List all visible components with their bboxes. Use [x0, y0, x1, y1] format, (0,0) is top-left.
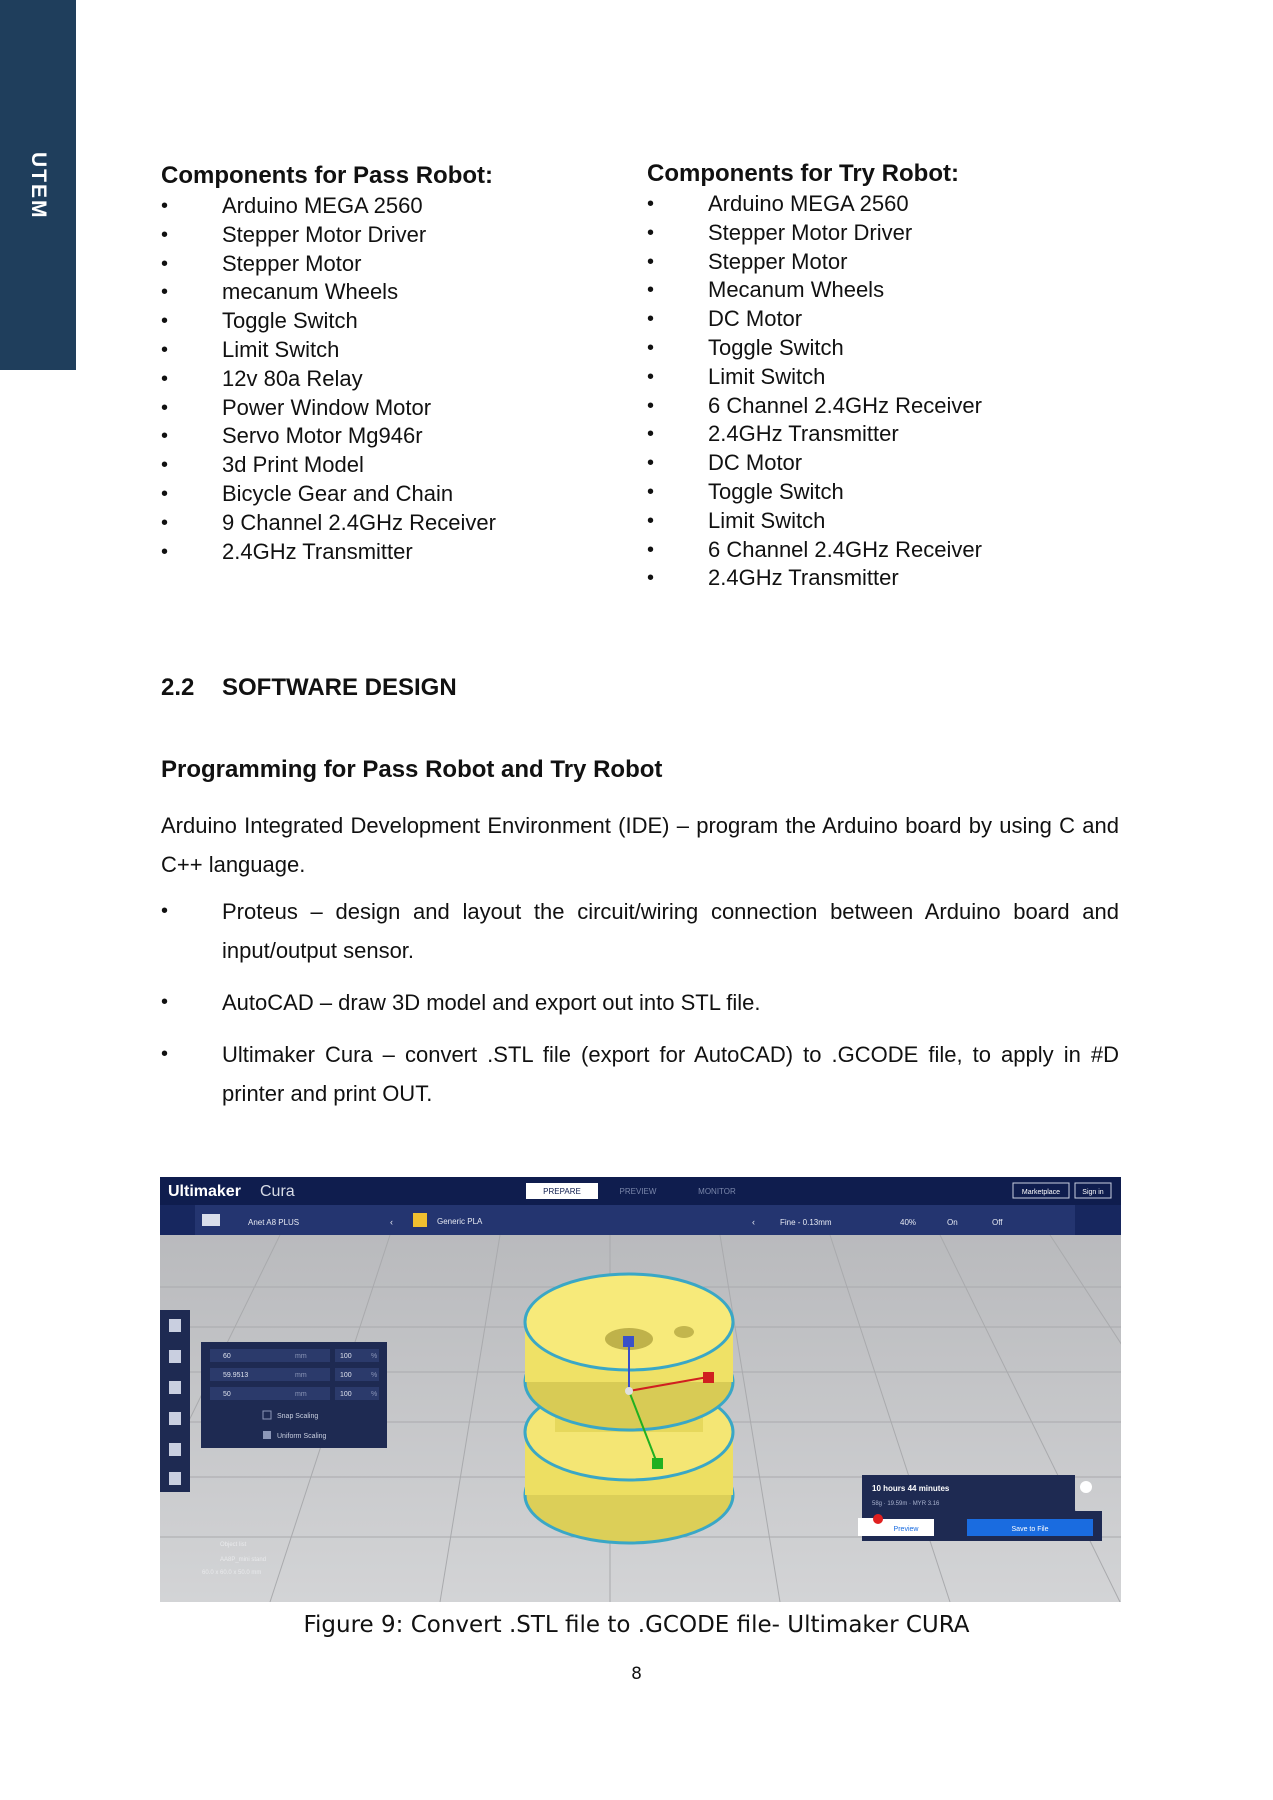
- list-item: • 2.4GHz Transmitter: [161, 538, 601, 567]
- tools-list: [161, 892, 1119, 1126]
- scale-z-value: 50: [223, 1391, 231, 1398]
- info-icon[interactable]: [1080, 1481, 1092, 1493]
- subheading: Programming for Pass Robot and Try Robot: [161, 756, 663, 783]
- cura-screenshot-graphic: [160, 1177, 1121, 1602]
- section-heading: [161, 674, 457, 702]
- list-item: • Stepper Motor: [647, 248, 1107, 277]
- list-item: • Arduino MEGA 2560: [161, 192, 601, 221]
- support-blocker-icon: [169, 1472, 181, 1485]
- side-tab-label: UTEM: [27, 152, 50, 220]
- side-tab: [0, 0, 76, 370]
- scale-y-value: 59.9513: [223, 1372, 249, 1379]
- list-item: • AutoCAD – draw 3D model and export out into STL file.: [161, 983, 1119, 1022]
- object-name: AA8P_mini stand: [220, 1557, 267, 1563]
- try-robot-heading: Components for Try Robot:: [647, 160, 959, 187]
- list-item: • Ultimaker Cura – convert .STL file (export for AutoCAD) to .GCODE file, to apply in #D printer and print OUT.: [161, 1035, 1119, 1113]
- list-item: • Mecanum Wheels: [647, 276, 1107, 305]
- list-item: • 2.4GHz Transmitter: [647, 564, 1107, 593]
- list-item: • DC Motor: [647, 305, 1107, 334]
- snap-scaling-label: Snap Scaling: [277, 1413, 319, 1420]
- tab-preview[interactable]: PREVIEW: [619, 1187, 657, 1196]
- list-item: • Toggle Switch: [647, 334, 1107, 363]
- object-list-label[interactable]: Object list: [220, 1542, 247, 1548]
- list-item: • DC Motor: [647, 449, 1107, 478]
- spool-model[interactable]: [525, 1274, 733, 1543]
- list-item: • Stepper Motor Driver: [647, 219, 1107, 248]
- chevron-left-icon[interactable]: ‹: [390, 1217, 393, 1227]
- save-to-file-label: Save to File: [1011, 1526, 1049, 1533]
- list-item: • mecanum Wheels: [161, 278, 601, 307]
- list-item: • 9 Channel 2.4GHz Receiver: [161, 509, 601, 538]
- list-item: • Stepper Motor Driver: [161, 221, 601, 250]
- app-name-suffix: Cura: [260, 1183, 295, 1200]
- mirror-tool-icon: [169, 1412, 181, 1425]
- material-selector[interactable]: Generic PLA: [437, 1217, 483, 1226]
- support-value: On: [947, 1218, 958, 1227]
- try-robot-list: [647, 190, 1107, 593]
- adhesion-value: Off: [992, 1218, 1003, 1227]
- list-item: • Stepper Motor: [161, 250, 601, 279]
- list-item: • Limit Switch: [647, 363, 1107, 392]
- per-model-settings-icon: [169, 1443, 181, 1456]
- intro-paragraph: Arduino Integrated Development Environment (IDE) – program the Arduino board by using C and C++ language.: [161, 813, 1119, 877]
- percent-value: 100: [340, 1353, 352, 1360]
- marketplace-label: Marketplace: [1021, 1189, 1061, 1196]
- percent-value: 100: [340, 1372, 352, 1379]
- percent-sign: %: [371, 1372, 378, 1379]
- percent-sign: %: [371, 1353, 378, 1360]
- list-item: • Arduino MEGA 2560: [647, 190, 1107, 219]
- open-file-icon[interactable]: [202, 1214, 220, 1226]
- section-number: 2.2: [161, 674, 195, 701]
- list-item: • Power Window Motor: [161, 394, 601, 423]
- move-tool-icon: [169, 1319, 181, 1332]
- list-item: • 2.4GHz Transmitter: [647, 420, 1107, 449]
- rotate-tool-icon: [169, 1381, 181, 1394]
- unit-label: mm: [295, 1372, 307, 1379]
- list-item: • Bicycle Gear and Chain: [161, 480, 601, 509]
- pass-robot-heading: Components for Pass Robot:: [161, 162, 494, 189]
- cura-screenshot: [160, 1177, 1121, 1602]
- uniform-scaling-label: Uniform Scaling: [277, 1433, 327, 1440]
- unit-label: mm: [295, 1391, 307, 1398]
- printer-selector[interactable]: Anet A8 PLUS: [248, 1218, 300, 1227]
- list-item: • Limit Switch: [647, 507, 1107, 536]
- scale-tool-icon: [169, 1350, 181, 1363]
- tab-prepare-label: PREPARE: [543, 1187, 581, 1196]
- app-name: Ultimaker: [168, 1183, 241, 1200]
- print-time: 10 hours 44 minutes: [872, 1484, 950, 1493]
- pass-robot-list: [161, 192, 601, 566]
- figure-caption: Figure 9: Convert .STL file to .GCODE file- Ultimaker CURA: [303, 1612, 970, 1638]
- list-item: • Toggle Switch: [161, 307, 601, 336]
- list-item: • Servo Motor Mg946r: [161, 422, 601, 451]
- sign-in-label: Sign in: [1082, 1189, 1104, 1196]
- uniform-scaling-checkbox[interactable]: [263, 1431, 271, 1439]
- preview-button-label: Preview: [893, 1526, 919, 1533]
- list-item: • 6 Channel 2.4GHz Receiver: [647, 536, 1107, 565]
- percent-value: 100: [340, 1391, 352, 1398]
- section-title: SOFTWARE DESIGN: [222, 674, 457, 701]
- print-details: 58g · 19.59m · MYR 3.16: [872, 1501, 940, 1507]
- tab-monitor[interactable]: MONITOR: [698, 1187, 736, 1196]
- notification-badge: [873, 1514, 883, 1524]
- unit-label: mm: [295, 1353, 307, 1360]
- chevron-left-icon[interactable]: ‹: [752, 1217, 755, 1227]
- page-number: 8: [631, 1664, 642, 1684]
- list-item: • Proteus – design and layout the circuit/wiring connection between Arduino board and input/output sensor.: [161, 892, 1119, 970]
- list-item: • Toggle Switch: [647, 478, 1107, 507]
- scale-x-value: 60: [223, 1353, 231, 1360]
- object-dims: 60.0 x 60.0 x 50.0 mm: [202, 1570, 262, 1576]
- stage-menu: [195, 1205, 1075, 1235]
- list-item: • 6 Channel 2.4GHz Receiver: [647, 392, 1107, 421]
- list-item: • 3d Print Model: [161, 451, 601, 480]
- pass-robot-components: [161, 162, 601, 566]
- tool-sidebar: [160, 1310, 190, 1492]
- try-robot-components: [647, 160, 1107, 593]
- list-item: • 12v 80a Relay: [161, 365, 601, 394]
- percent-sign: %: [371, 1391, 378, 1398]
- material-icon: [413, 1213, 427, 1227]
- infill-value: 40%: [900, 1218, 917, 1227]
- profile-selector[interactable]: Fine - 0.13mm: [780, 1218, 832, 1227]
- list-item: • Limit Switch: [161, 336, 601, 365]
